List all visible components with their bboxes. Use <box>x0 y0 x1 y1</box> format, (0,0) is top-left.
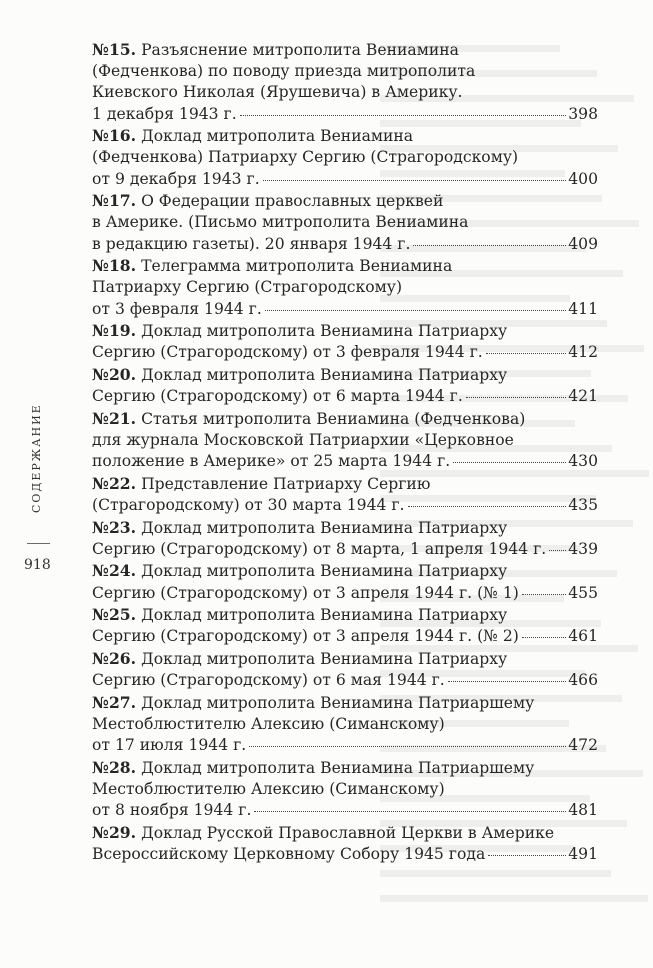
toc-entry-title: Местоблюстителю Алексию (Симанскому) <box>92 779 445 798</box>
toc-entry-title: Сергию (Страгородскому) от 8 марта, 1 апреля 1944 г. <box>92 539 547 558</box>
toc-entry-number: №19. <box>92 321 137 341</box>
toc-entry-number: №25. <box>92 605 137 625</box>
toc-entry-title: для журнала Московской Патриархии «Церковное <box>92 431 514 449</box>
toc-entry <box>92 604 598 647</box>
toc-entry-number: №27. <box>92 692 137 712</box>
toc-entry-line <box>92 735 598 756</box>
toc-entry-title: Сергию (Страгородскому) от 3 февраля 1944 г. <box>92 343 483 362</box>
toc-entry-number: №17. <box>92 191 137 211</box>
toc-entry <box>92 473 598 516</box>
toc-entry-title: Всероссийскому Церковному Собору 1945 года <box>92 844 486 863</box>
toc-entry-number: №18. <box>92 256 137 276</box>
toc-entry-title: (Федченкова) Патриарху Сергию (Страгородскому) <box>92 148 519 167</box>
toc-entry-line <box>92 430 598 451</box>
toc-entry-title: Сергию (Страгородскому) от 3 апреля 1944 г. (№ 1) <box>92 583 519 602</box>
toc-entry-page: 411 <box>568 299 598 318</box>
toc-entry-title: Сергию (Страгородскому) от 6 мая 1944 г. <box>92 671 445 690</box>
dot-leader <box>453 462 566 463</box>
toc-entry-title: Сергию (Страгородскому) от 3 апреля 1944 г. (№ 2) <box>92 627 519 646</box>
toc-entry-page: 439 <box>568 539 598 558</box>
toc-entry-title: от 17 июля 1944 г. <box>92 736 247 755</box>
side-rule <box>27 543 50 544</box>
toc-entry-line <box>92 495 598 516</box>
toc-entry-title: от 8 ноября 1944 г. <box>92 801 252 820</box>
toc-entry-line <box>92 822 598 844</box>
toc-entry-number: №21. <box>92 408 137 428</box>
toc-entry-line <box>92 190 598 212</box>
toc-entry-number: №24. <box>92 561 137 581</box>
toc-entry-page: 491 <box>568 844 598 863</box>
dot-leader <box>249 746 566 747</box>
toc-entry-page: 466 <box>568 671 598 690</box>
page-number: 918 <box>24 557 51 573</box>
toc-entry-title: Доклад митрополита Вениамина <box>141 127 414 146</box>
toc-entry-page: 421 <box>568 387 598 406</box>
toc-entry-line <box>92 844 598 865</box>
toc-entry-title: Киевского Николая (Ярушевича) в Америку. <box>92 83 463 102</box>
toc-entry-title: Доклад митрополита Вениамина Патриаршему <box>141 758 535 777</box>
toc-entry <box>92 692 598 757</box>
toc-entry-number: №23. <box>92 517 137 537</box>
toc-entry-number: №26. <box>92 648 137 668</box>
toc-entry-page: 461 <box>568 627 598 646</box>
toc-entry-page: 472 <box>568 736 598 755</box>
toc-entry-line <box>92 82 598 103</box>
toc-entry-line <box>92 451 598 472</box>
toc-entry <box>92 517 598 560</box>
toc-entry-line <box>92 539 598 560</box>
toc-entry-number: №28. <box>92 757 137 777</box>
toc-entry-line <box>92 104 598 125</box>
toc-entry-title: Доклад митрополита Вениамина Патриарху <box>141 606 508 625</box>
toc-entry-page: 409 <box>568 234 598 253</box>
toc-entry-title: в Америке. (Письмо митрополита Вениамина <box>92 213 469 232</box>
dot-leader <box>549 550 566 551</box>
toc-entry-title: (Страгородскому) от 30 марта 1944 г. <box>92 496 405 514</box>
toc-entry <box>92 190 598 255</box>
dot-leader <box>254 811 566 812</box>
toc-entry-title: О Федерации православных церквей <box>141 192 444 211</box>
toc-entry-title: от 3 февраля 1944 г. <box>92 299 262 318</box>
toc-entry-line <box>92 626 598 647</box>
toc-entry-line <box>92 320 598 342</box>
toc-entry-page: 400 <box>568 169 598 188</box>
toc-entry-title: Местоблюстителю Алексию (Симанскому) <box>92 714 445 733</box>
toc-entry-title: Разъяснение митрополита Вениамина <box>141 41 459 59</box>
toc-entry-line <box>92 386 598 407</box>
dot-leader <box>263 180 567 181</box>
toc-entry <box>92 648 598 691</box>
toc-entry-title: 1 декабря 1943 г. <box>92 104 237 123</box>
toc-entry-line <box>92 234 598 255</box>
toc-entry-title: от 9 декабря 1943 г. <box>92 169 260 188</box>
toc-entry-title: Телеграмма митрополита Вениамина <box>141 257 453 276</box>
toc-entry <box>92 408 598 473</box>
toc-entry-line <box>92 560 598 582</box>
toc-entry-title: Доклад митрополита Вениамина Патриарху <box>141 518 508 537</box>
toc-entry-number: №22. <box>92 473 137 493</box>
toc-entry-line <box>92 692 598 714</box>
toc-entry-line <box>92 255 598 277</box>
toc-entry-title: Доклад митрополита Вениамина Патриарху <box>141 322 508 341</box>
dot-leader <box>522 637 566 638</box>
toc-entry-line <box>92 342 598 363</box>
toc-entry-number: №15. <box>92 40 137 59</box>
toc-entry-page: 455 <box>568 583 598 602</box>
toc-entry-title: (Федченкова) по поводу приезда митрополита <box>92 62 476 81</box>
toc-entry-page: 435 <box>568 496 598 514</box>
table-of-contents <box>92 39 598 866</box>
toc-entry-line <box>92 714 598 735</box>
toc-entry-line <box>92 364 598 386</box>
toc-entry <box>92 822 598 865</box>
dot-leader <box>522 594 566 595</box>
toc-entry <box>92 39 598 125</box>
toc-entry-line <box>92 169 598 190</box>
toc-entry-page: 412 <box>568 343 598 362</box>
toc-entry-title: Доклад Русской Православной Церкви в Америке <box>141 823 555 842</box>
toc-entry-title: Статья митрополита Вениамина (Федченкова) <box>141 409 526 428</box>
toc-entry-title: Доклад митрополита Вениамина Патриаршему <box>141 693 535 712</box>
dot-leader <box>488 855 566 856</box>
toc-entry-line <box>92 800 598 821</box>
toc-entry-line <box>92 408 598 430</box>
toc-entry-title: Доклад митрополита Вениамина Патриарху <box>141 366 508 384</box>
toc-entry-page: 481 <box>568 801 598 820</box>
toc-entry-title: Патриарху Сергию (Страгородскому) <box>92 278 403 297</box>
toc-entry-title: Доклад митрополита Вениамина Патриарху <box>141 562 508 581</box>
toc-entry-line <box>92 757 598 779</box>
toc-entry <box>92 757 598 822</box>
toc-entry <box>92 364 598 407</box>
toc-entry-title: Сергию (Страгородскому) от 6 марта 1944 г. <box>92 387 463 406</box>
toc-entry-line <box>92 299 598 320</box>
toc-entry-line <box>92 648 598 670</box>
toc-entry-page: 398 <box>568 104 598 123</box>
toc-entry-number: №16. <box>92 126 137 146</box>
toc-entry-title: положение в Америке» от 25 марта 1944 г. <box>92 452 451 471</box>
toc-entry-line <box>92 670 598 691</box>
dot-leader <box>486 353 567 354</box>
toc-entry-title: Представление Патриарху Сергию <box>141 474 431 493</box>
toc-entry-line <box>92 61 598 82</box>
toc-entry-title: в редакцию газеты). 20 января 1944 г. <box>92 234 411 253</box>
toc-entry-line <box>92 779 598 800</box>
toc-entry-line <box>92 212 598 233</box>
toc-entry-line <box>92 277 598 298</box>
toc-entry <box>92 255 598 320</box>
toc-entry-number: №20. <box>92 365 137 384</box>
dot-leader <box>448 681 566 682</box>
toc-entry-line <box>92 583 598 604</box>
toc-entry <box>92 560 598 603</box>
running-head: СОДЕРЖАНИЕ <box>30 403 43 513</box>
toc-entry <box>92 125 598 190</box>
dot-leader <box>265 310 566 311</box>
dot-leader <box>413 245 566 246</box>
toc-entry-line <box>92 125 598 147</box>
toc-entry-line <box>92 517 598 539</box>
dot-leader <box>466 397 566 398</box>
toc-entry-number: №29. <box>92 822 137 842</box>
dot-leader <box>240 115 567 116</box>
toc-entry-line <box>92 39 598 61</box>
toc-entry-line <box>92 147 598 168</box>
toc-entry-line <box>92 604 598 626</box>
dot-leader <box>408 506 567 507</box>
toc-entry <box>92 320 598 363</box>
toc-entry-page: 430 <box>568 452 598 471</box>
toc-entry-title: Доклад митрополита Вениамина Патриарху <box>141 649 508 668</box>
toc-entry-line <box>92 473 598 495</box>
